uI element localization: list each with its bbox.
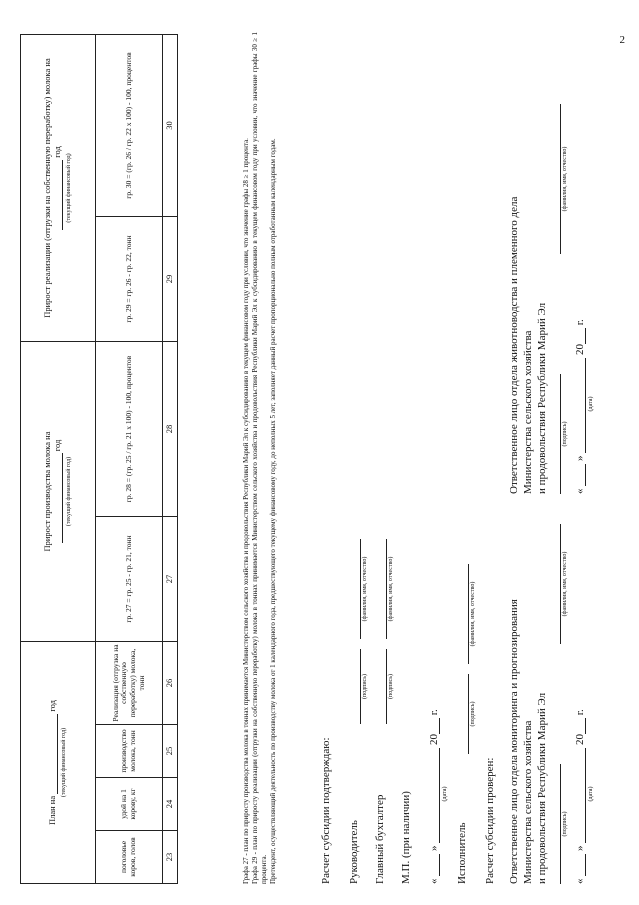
growth-production-header: [21, 342, 96, 642]
plan-year-caption: (текущий финансовый год): [61, 727, 68, 798]
growth-sale-caption: (текущий финансовый год): [65, 153, 72, 223]
col-number: 27: [163, 517, 178, 642]
quote-open: «: [574, 878, 586, 884]
table-header-row-2: [96, 35, 163, 884]
date-caption: (дата): [588, 786, 594, 802]
quote-open: «: [574, 488, 586, 494]
col-29-header: гр. 29 = гр. 26 - гр. 22, тонн: [96, 217, 163, 342]
left-responsible-line: Ответственное лицо отдела мониторинга и прогнозирования: [508, 599, 520, 884]
sign-caption: (подпись): [470, 701, 476, 727]
note-col-29: Графа 29 - план по приросту реализации (отгрузки на собственную переработку) молока в тоннах принимается Министерством сельского хозяйства и продовольствия Республики Марий Эл к субсидированию в текущем финансовом году при условии, что значение графы 30 ≥ 1 процента.: [251, 32, 269, 884]
name-caption: (фамилия, имя, отчество): [562, 551, 568, 617]
table-header-row-1: [21, 35, 96, 884]
growth-production-caption: (текущий финансовый год): [65, 456, 72, 527]
year-suffix: г.: [428, 709, 440, 716]
col-number: 28: [163, 342, 178, 517]
growth-sale-header: [21, 35, 96, 342]
accountant-label: Главный бухгалтер: [374, 794, 386, 884]
stamp-label: М.П. (при наличии): [400, 791, 412, 884]
right-sign-field[interactable]: [548, 374, 561, 494]
sign-caption: (подпись): [562, 811, 568, 837]
year-field[interactable]: [430, 718, 440, 734]
name-caption: (фамилия, имя, отчество): [388, 556, 394, 622]
year-field[interactable]: [576, 328, 586, 344]
day-field[interactable]: [576, 854, 586, 876]
year-prefix: 20: [574, 734, 586, 745]
col-25-header: производство молока, тонн: [96, 725, 163, 778]
year-prefix: 20: [428, 734, 440, 745]
right-date-row: [574, 319, 586, 494]
plan-year-blank: [48, 714, 58, 794]
col-number: 30: [163, 35, 178, 217]
confirm-date-row: [428, 709, 440, 884]
right-responsible-line: Ответственное лицо отдела животноводства и племенного дела: [508, 196, 520, 494]
note-col-27: Графа 27 - план по приросту производства молока в тоннах принимается Министерством сельского хозяйства и продовольствия Республики Марий Эл к субсидированию в текущем финансовом году при условии, что значение графы 28 ≥ 1 процента.: [242, 138, 250, 884]
col-number: 26: [163, 642, 178, 725]
month-field[interactable]: [430, 748, 440, 843]
plan-header: [21, 642, 96, 884]
quote-close: »: [574, 455, 586, 461]
growth-production-text: Прирост производства молока на: [42, 431, 53, 552]
left-sign-field[interactable]: [548, 764, 561, 884]
quote-open: «: [428, 878, 440, 884]
plan-header-text: План на: [47, 795, 58, 826]
right-responsible-line: и продовольствия Республики Марий Эл: [535, 302, 548, 494]
checked-title: Расчет субсидии проверен:: [484, 757, 496, 884]
col-24-header: удой на 1 корову, кг: [96, 778, 163, 831]
head-name-field[interactable]: [348, 539, 361, 639]
col-27-header: гр. 27 = гр. 25 - гр. 21, тонн: [96, 517, 163, 642]
left-responsible-line: и продовольствия Республики Марий Эл: [535, 692, 548, 884]
name-caption: (фамилия, имя, отчество): [562, 146, 568, 212]
left-responsible-line: Министерства сельского хозяйства: [521, 720, 534, 884]
col-28-header: гр. 28 = (гр. 25 / гр. 21 x 100) - 100, процентов: [96, 342, 163, 517]
growth-production-year-text: год: [52, 439, 63, 452]
left-name-field[interactable]: [548, 524, 561, 644]
sign-caption: (подпись): [562, 421, 568, 447]
quote-close: »: [428, 845, 440, 851]
growth-production-year-blank: [53, 453, 63, 543]
plan-year-text: год: [47, 700, 58, 712]
quote-close: »: [574, 845, 586, 851]
column-number-row: [163, 35, 178, 884]
growth-sale-year-text: год: [52, 146, 63, 158]
name-caption: (фамилия, имя, отчество): [362, 556, 368, 622]
year-field[interactable]: [576, 718, 586, 734]
day-field[interactable]: [430, 854, 440, 876]
head-sign-field[interactable]: [348, 649, 361, 724]
year-prefix: 20: [574, 344, 586, 355]
accountant-sign-field[interactable]: [374, 649, 387, 724]
accountant-name-field[interactable]: [374, 539, 387, 639]
name-caption: (фамилия, имя, отчество): [470, 581, 476, 647]
left-responsible-block: [508, 524, 549, 884]
col-number: 29: [163, 217, 178, 342]
col-number: 23: [163, 831, 178, 884]
year-suffix: г.: [574, 709, 586, 716]
sign-caption: (подпись): [388, 674, 394, 699]
month-field[interactable]: [576, 358, 586, 453]
col-26-header: Реализация (отгрузка на собственную переработку) молока, тонн: [96, 642, 163, 725]
month-field[interactable]: [576, 748, 586, 843]
executor-name-field[interactable]: [456, 564, 469, 664]
col-30-header: гр. 30 = (гр. 26 / гр. 22 x 100) - 100, процентов: [96, 35, 163, 217]
head-label: Руководитель: [348, 820, 360, 884]
note-proportional: Претендент, осуществляющий деятельность по производству молока от 1 календарного года, предшествующего текущему финансовому году, до неполных 5 лет, заполняет данный расчет пропорционально полным отработанным календарным годам.: [269, 138, 278, 884]
col-number: 24: [163, 778, 178, 831]
right-responsible-block: [508, 114, 549, 494]
col-23-header: поголовье коров, голов: [96, 831, 163, 884]
executor-sign-field[interactable]: [456, 674, 469, 754]
right-responsible-line: Министерства сельского хозяйства: [521, 330, 534, 494]
day-field[interactable]: [576, 464, 586, 486]
year-suffix: г.: [574, 319, 586, 326]
plan-table: [20, 34, 178, 884]
left-date-row: [574, 709, 586, 884]
table-notes: [242, 32, 278, 884]
growth-sale-year-blank: [53, 160, 63, 230]
page-number: 2: [619, 34, 625, 46]
executor-label: Исполнитель: [456, 822, 468, 884]
date-caption: (дата): [588, 396, 594, 412]
date-caption: (дата): [442, 786, 448, 802]
sign-caption: (подпись): [362, 674, 368, 699]
rotated-landscape-content: [8, 24, 628, 894]
right-name-field[interactable]: [548, 104, 561, 254]
col-number: 25: [163, 725, 178, 778]
growth-sale-text: Прирост реализации (отгрузки на собственную переработку) молока на: [42, 58, 53, 318]
confirm-title: Расчет субсидии подтверждаю:: [320, 737, 332, 884]
